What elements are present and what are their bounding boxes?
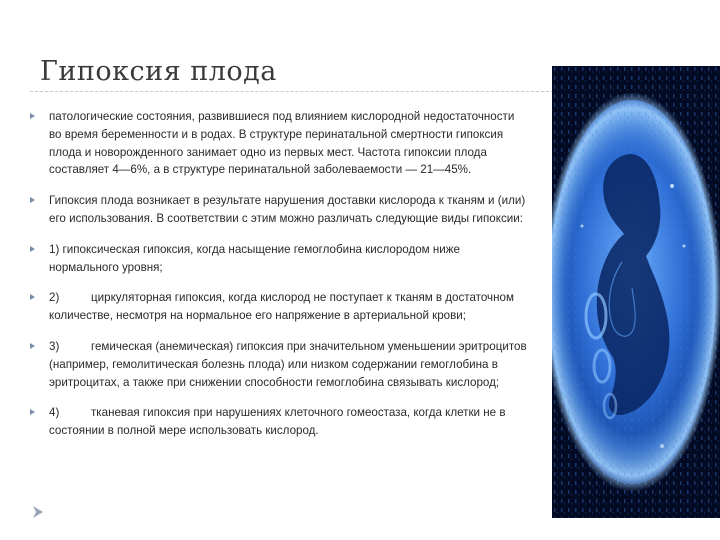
triangle-right-icon (30, 197, 35, 203)
bullet-text: 1) гипоксическая гипоксия, когда насыщение гемоглобина кислородом ниже нормального уровня; (49, 242, 460, 274)
bullet-item (28, 338, 528, 391)
bullet-text: гемическая (анемическая) гипоксия при значительном уменьшении эритроцитов (например, гемолитическая болезнь плода) или низком содержании гемоглобина в эритроцитах, а также при снижении способности гемоглобина связывать кислород; (49, 339, 527, 389)
slide-title: Гипоксия плода (40, 56, 277, 87)
bullet-text: циркуляторная гипоксия, когда кислород не поступает к тканям в достаточном количестве, несмотря на нормальное его напряжение в артериальной крови; (49, 291, 514, 323)
bullet-text: тканевая гипоксия при нарушениях клеточного гомеостаза, когда клетки не в состоянии в полной мере использовать кислород. (49, 406, 506, 438)
bullet-item (28, 404, 528, 440)
title-divider (30, 91, 554, 92)
bullet-text: патологические состояния, развившиеся под влиянием кислородной недостаточности во время беременности и в родах. В структуре перинатальной смертности гипоксия плода и новорожденного занимает одно из первых мест. Частота гипоксии плода составляет 4—6%, а в структуре перинатальной заболеваемости — 21—45%. (49, 110, 515, 177)
fetus-illustration (552, 66, 720, 518)
bullet-item (28, 192, 528, 228)
chevron-right-icon[interactable] (32, 505, 44, 519)
triangle-right-icon (30, 343, 35, 349)
bullet-item (28, 108, 528, 179)
triangle-right-icon (30, 294, 35, 300)
bullet-item (28, 241, 528, 277)
fetus-sphere-graphic (552, 66, 720, 518)
triangle-right-icon (30, 409, 35, 415)
bullet-item (28, 289, 528, 325)
triangle-right-icon (30, 246, 35, 252)
triangle-right-icon (30, 113, 35, 119)
bullet-number: 2) (49, 291, 60, 305)
bullet-number: 3) (49, 339, 60, 353)
bullet-text: Гипоксия плода возникает в результате нарушения доставки кислорода к тканям и (или) его использования. В соответствии с этим можно различать следующие виды гипоксии: (49, 194, 526, 225)
bullet-number: 4) (49, 406, 60, 420)
bullet-list (28, 108, 528, 440)
